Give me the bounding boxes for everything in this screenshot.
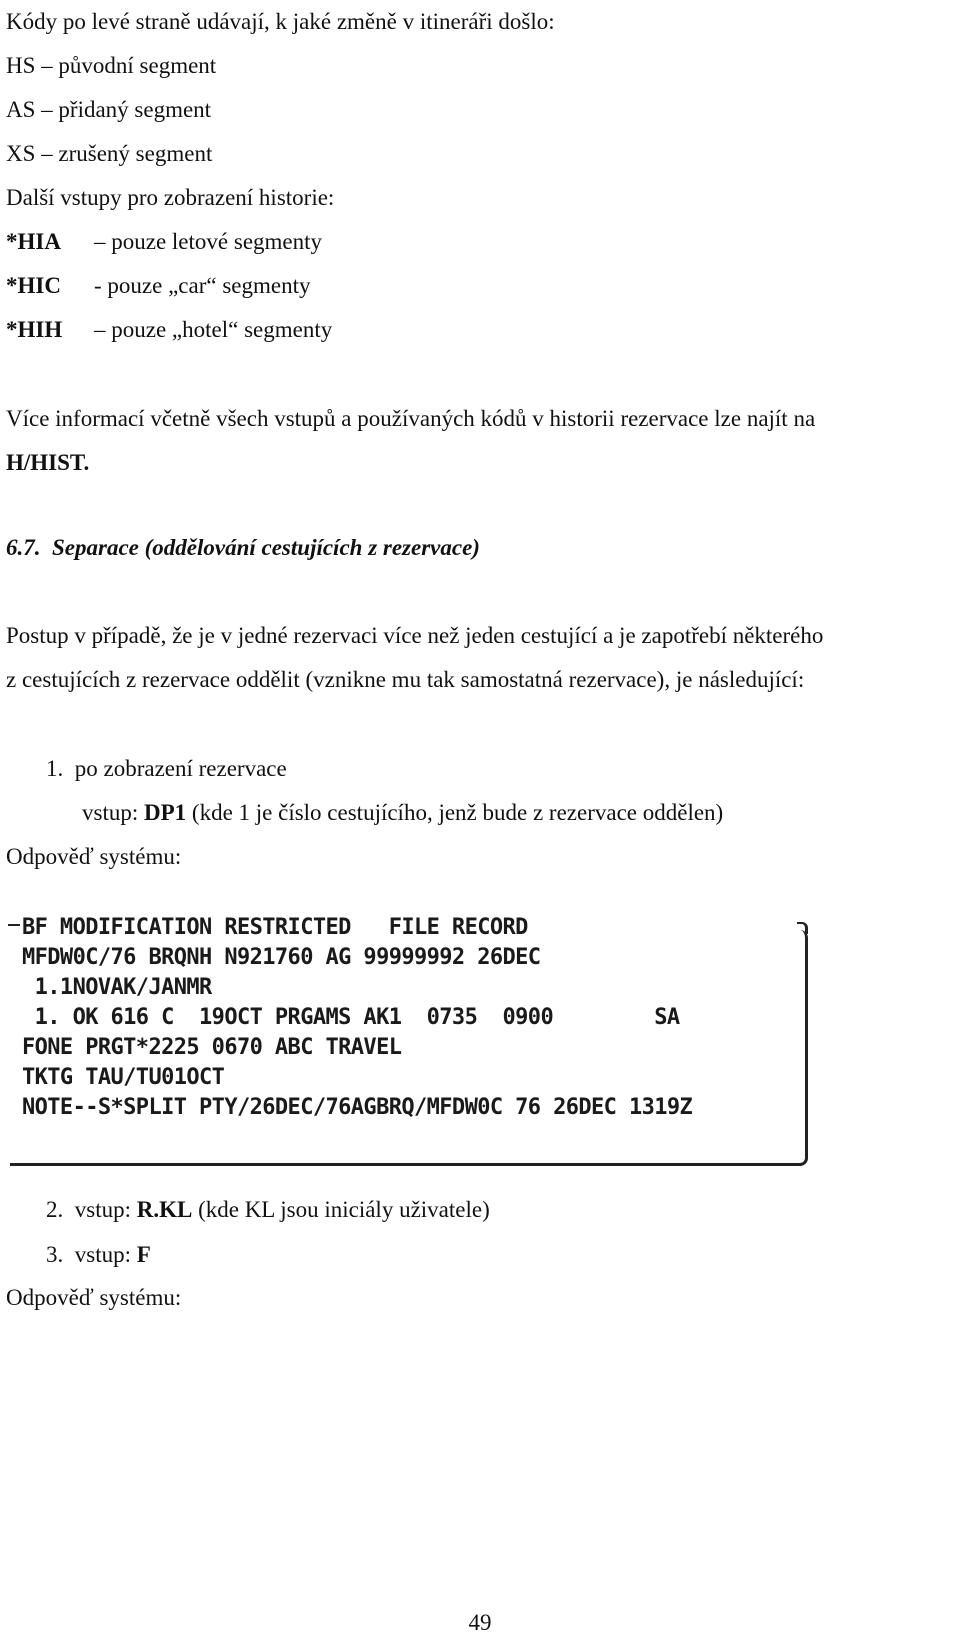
terminal-line-4: 1. OK 616 C 19OCT PRGAMS AK1 0735 0900 SA (22, 1005, 680, 1030)
intro-text: Kódy po levé straně udávají, k jaké změně v itineráři došlo: (6, 9, 555, 34)
terminal-line-2: MFDW0C/76 BRQNH N921760 AG 99999992 26DEC (22, 945, 541, 970)
para-line-1: Postup v případě, že je v jedné rezervaci více než jeden cestující a je zapotřebí některého (6, 623, 824, 648)
section-title: Separace (oddělování cestujících z rezervace) (52, 535, 480, 560)
step-2-suffix: (kde KL jsou iniciály uživatele) (192, 1197, 490, 1222)
response-label-2: Odpověď systému: (6, 1285, 182, 1310)
code-as-desc: přidaný segment (58, 97, 212, 122)
step-3-prefix: vstup: (74, 1242, 137, 1267)
history-desc-hia: – pouze letové segmenty (94, 229, 323, 254)
page-number: 49 (468, 1610, 492, 1635)
code-hs-sep: – (41, 53, 53, 78)
step-3-num: 3. (46, 1242, 64, 1267)
step-1-input-cmd: DP1 (143, 800, 187, 825)
code-as-sep: – (41, 97, 53, 122)
step-3 (46, 1241, 151, 1269)
code-as: AS (6, 97, 36, 122)
terminal-response (10, 915, 808, 1166)
step-2 (46, 1196, 490, 1224)
history-desc-hic: - pouze „car“ segmenty (94, 273, 311, 298)
history-desc-hih: – pouze „hotel“ segmenty (94, 317, 333, 342)
response-label-1: Odpověď systému: (6, 844, 182, 869)
info-line-2: H/HIST. (6, 450, 90, 475)
step-1-input-suffix: (kde 1 je číslo cestujícího, jenž bude z rezervace oddělen) (186, 800, 724, 825)
history-code-hic: *HIC (6, 273, 61, 298)
step-1-text: po zobrazení rezervace (74, 756, 287, 781)
terminal-line-7: NOTE--S*SPLIT PTY/26DEC/76AGBRQ/MFDW0C 76 26DEC 1319Z (22, 1095, 693, 1120)
para-line-2: z cestujících z rezervace oddělit (vznikne mu tak samostatná rezervace), je následující: (6, 667, 805, 692)
more-inputs-label: Další vstupy pro zobrazení historie: (6, 185, 335, 210)
info-line-1: Více informací včetně všech vstupů a používaných kódů v historii rezervace lze najít na (6, 406, 816, 431)
code-row-xs (6, 140, 212, 168)
step-1 (46, 755, 287, 783)
history-code-hia: *HIA (6, 229, 61, 254)
step-3-cmd: F (136, 1242, 151, 1267)
history-code-hih: *HIH (6, 317, 63, 342)
step-1-num: 1. (46, 756, 64, 781)
code-row-as (6, 96, 211, 124)
history-input-hia (6, 228, 322, 256)
code-hs-desc: původní segment (58, 53, 217, 78)
step-2-cmd: R.KL (136, 1197, 193, 1222)
history-input-hic (6, 272, 310, 300)
terminal-corner-top-left (8, 924, 20, 932)
step-2-prefix: vstup: (74, 1197, 137, 1222)
terminal-corner-top-right (797, 922, 808, 934)
code-xs-desc: zrušený segment (58, 141, 213, 166)
step-1-input-prefix: vstup: (82, 800, 144, 825)
terminal-line-1: BF MODIFICATION RESTRICTED FILE RECORD (22, 915, 528, 940)
code-xs: XS (6, 141, 36, 166)
step-1-input (82, 799, 723, 827)
step-2-num: 2. (46, 1197, 64, 1222)
terminal-line-6: TKTG TAU/TU01OCT (22, 1065, 225, 1090)
code-row-hs (6, 52, 216, 80)
code-hs: HS (6, 53, 36, 78)
code-xs-sep: – (41, 141, 53, 166)
section-number: 6.7. (6, 535, 41, 560)
terminal-line-5: FONE PRGT*2225 0670 ABC TRAVEL (22, 1035, 402, 1060)
terminal-line-3: 1.1NOVAK/JANMR (22, 975, 212, 1000)
history-input-hih (6, 316, 332, 344)
section-heading (6, 534, 480, 562)
